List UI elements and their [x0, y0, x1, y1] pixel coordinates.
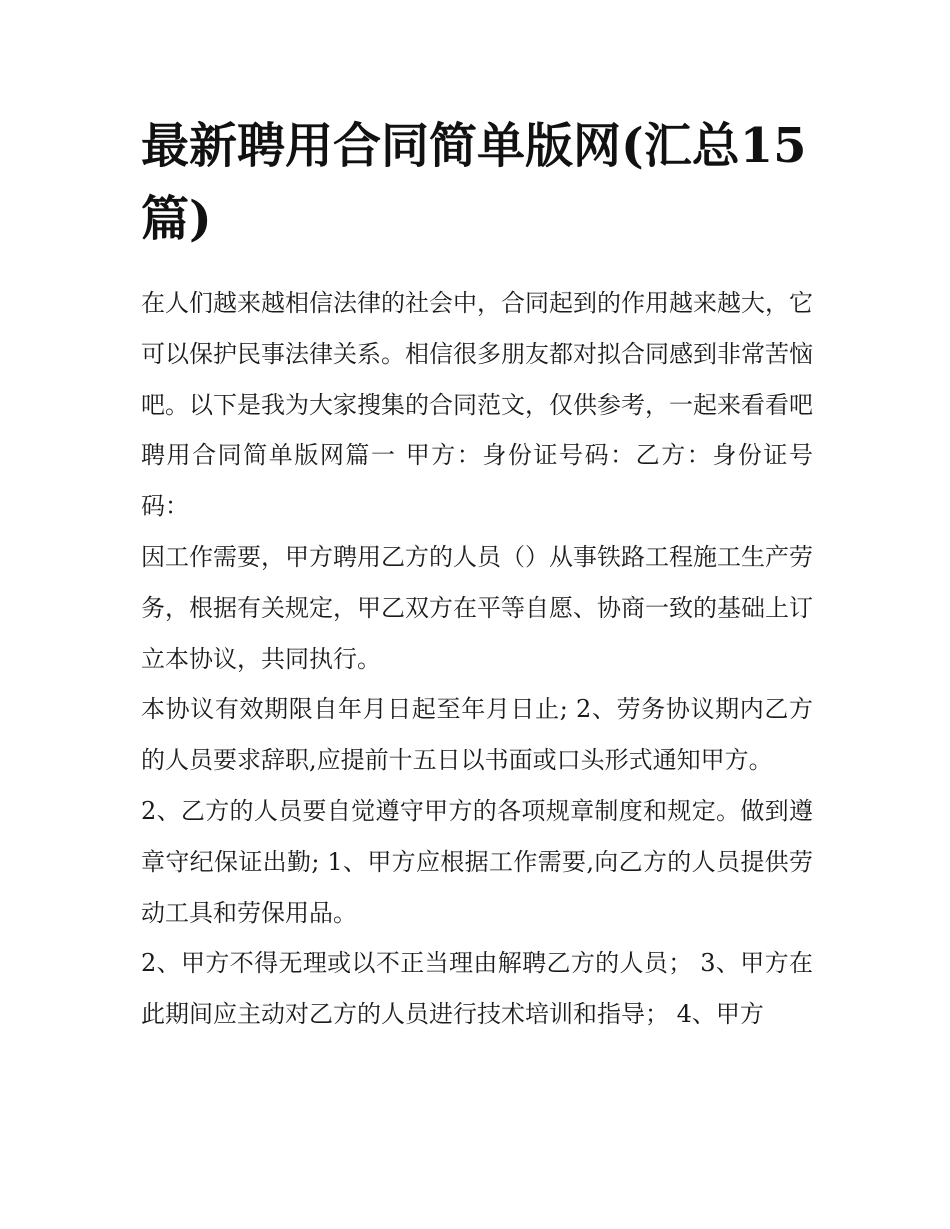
paragraph-purpose: 因工作需要，甲方聘用乙方的人员（）从事铁路工程施工生产劳务，根据有关规定，甲乙双方在平等自愿、协商一致的基础上订立本协议，共同执行。 — [141, 542, 813, 673]
paragraph-employee-duties: 2、乙方的人员要自觉遵守甲方的各项规章制度和规定。做到遵章守纪保证出勤; 1、甲方应根据工作需要,向乙方的人员提供劳动工具和劳保用品。 — [141, 796, 813, 927]
paragraph-intro: 在人们越来越相信法律的社会中，合同起到的作用越来越大，它可以保护民事法律关系。相信很多朋友都对拟合同感到非常苦恼吧。以下是我为大家搜集的合同范文，仅供参考，一起来看看吧 — [141, 289, 813, 419]
document-page — [141, 110, 813, 1040]
document-body — [141, 278, 813, 1040]
document-title: 最新聘用合同简单版网(汇总15篇) — [141, 118, 807, 247]
paragraph-term: 本协议有效期限自年月日起至年月日止; 2、劳务协议期内乙方的人员要求辞职,应提前十五日以书面或口头形式通知甲方。 — [141, 695, 813, 775]
paragraph-parties: 聘用合同简单版网篇一 甲方：身份证号码：乙方：身份证号码： — [141, 441, 813, 521]
paragraph-employer-duties: 2、甲方不得无理或以不正当理由解聘乙方的人员； 3、甲方在此期间应主动对乙方的人员进行技术培训和指导； 4、甲方 — [141, 949, 813, 1029]
